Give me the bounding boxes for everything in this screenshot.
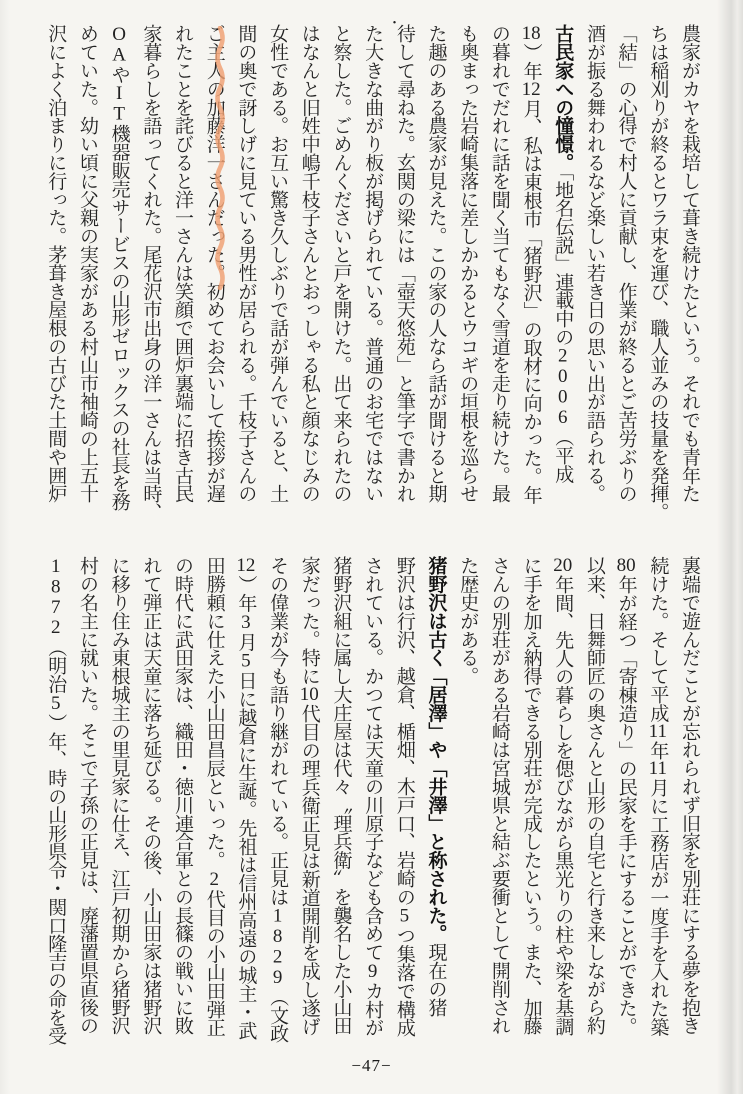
text-column: さんの別荘がある岩崎は宮城県と結ぶ要衝として開削され [488,556,510,1035]
text-column: めていた。幼い頃に父親の実家がある村山市袖崎の上五十 [76,24,98,503]
text-column: 猪野沢組に属し大庄屋は代々〝理兵衛〟を襲名した小山田 [330,556,352,1035]
text-column: 1872（明治5）年、時の山形県令・関口隆吉の命を受 [45,556,67,1045]
text-column: 裏端で遊んだことが忘れられず旧家を別荘にする夢を抱き [679,556,700,1035]
text-column: ご主人の加藤洋一さんだった。初めてお会いして挨拶が遅 [203,24,225,503]
text-column: されている。かつては天童の川原子なども含めて9カ村が [362,556,384,1037]
text-column: ちは稲刈りが終るとワラ束を運び、職人並みの技量を発揮。 [647,24,669,521]
text-column: OAやIT機器販売サービスの山形ゼロックスの社長を務 [108,24,130,511]
text-column: 12）年3月5日に越倉に生誕。先祖は信州高遠の城主・武 [235,556,257,1040]
text-column: 以来、日舞師匠の奥さんと山形の自宅と行き来しながら約 [583,556,605,1035]
text-column: れて弾正は天童に落ち延びる。その後、小山田家は猪野沢 [140,556,162,1035]
text-column: 女性である。お互い驚き久しぶりで話が弾んでいると、土 [267,24,289,503]
scan-edge-shadow [717,0,743,1094]
section-heading: 古民家への憧憬。 [552,24,574,172]
text-column: 80年が経つ「寄棟造り」の民家を手にすることができた。 [615,556,637,1036]
text-run: 現在の猪 [425,942,447,1017]
text-column: はなんと旧姓中嶋千枝子さんとおっしゃる私と顔なじみの [298,24,320,503]
text-column: その偉業が今も語り継がれている。正見は1829（文政 [267,556,289,1043]
text-column: の時代に武田家は、織田・徳川連合軍との長篠の戦いに敗 [172,556,193,1035]
text-column: た趣のある農家が見えた。この家の人なら話が聞けると期 [425,24,447,503]
text-column: 村の名主に就いた。そこで子孫の正見は、廃藩置県直後の [76,556,98,1035]
text-column: の暮れでだれに話を聞く当てもなく雪道を走り続けた。最 [488,24,510,503]
page-number: −47− [351,1056,392,1075]
article-top-block [39,24,705,534]
text-column: 沢によく泊まりに行った。茅葺き屋根の古びた土間や囲炉 [45,24,67,503]
text-column: 待して尋ねた。玄関の梁には「壺天悠苑」と筆字で書かれ [393,24,415,503]
text-column: 家暮らしを語ってくれた。尾花沢市出身の洋一さんは当時、 [140,24,162,521]
text-column: 田勝頼に仕えた小山田昌辰といった。2代目の小山田弾正 [203,556,225,1037]
text-column: に手を加え納得できる別荘が完成したという。また、加藤 [520,556,542,1035]
text-column: と察した。ごめんくださいと戸を開けた。出て来られたの [330,24,352,503]
bullet-mark: ・ [388,15,402,30]
text-column: 農家がカヤを栽培して葺き続けたという。それでも青年た [679,24,700,503]
text-column-with-heading [420,556,452,1056]
text-column: 続けた。そして平成11年11月に工務店が一度手を入れた築 [647,556,669,1036]
text-column: た歴史がある。 [457,556,479,685]
text-column: に移り住み東根城主の里見家に仕え、江戸初期から猪野沢 [108,556,130,1035]
text-column: 20年間、先人の暮らしを偲びながら黒光りの柱や梁を基調 [552,556,574,1036]
text-column: 家だった。特に10代目の理兵衛正見は新道開削を成し遂げ [298,556,320,1036]
scan-edge-shadow-left [0,0,10,1094]
text-run: 「地名伝説」連載中の2006（平成 [552,171,574,483]
text-column: 野沢は行沢、越倉、楯畑、木戸口、岩崎の5つ集落で構成 [393,556,415,1037]
text-column: 酒が振る舞われるなど楽しい若き日の思い出が語られる。 [583,24,605,503]
text-column: た大きな曲がり板が掲げられている。普通のお宅ではない [362,24,384,503]
text-column: れたことを詫びると洋一さんは笑顔で囲炉裏端に招き古民 [172,24,193,503]
section-heading: 猪野沢は古く「居澤」や「井澤」と称された。 [425,556,447,943]
text-column-with-heading [547,24,579,534]
article-bottom-block [39,556,705,1056]
text-column: も奥まった岩崎集落に差しかかるとウコギの垣根を巡らせ [457,24,479,503]
text-column: 「結」の心得で村人に貢献し、作業が終るとご苦労ぶりの [615,24,637,503]
text-column: 間の奥で訝しげに見ている男性が居られる。千枝子さんの [235,24,257,503]
text-column: 18）年12月、私は東根市「猪野沢」の取材に向かった。年 [520,24,542,504]
